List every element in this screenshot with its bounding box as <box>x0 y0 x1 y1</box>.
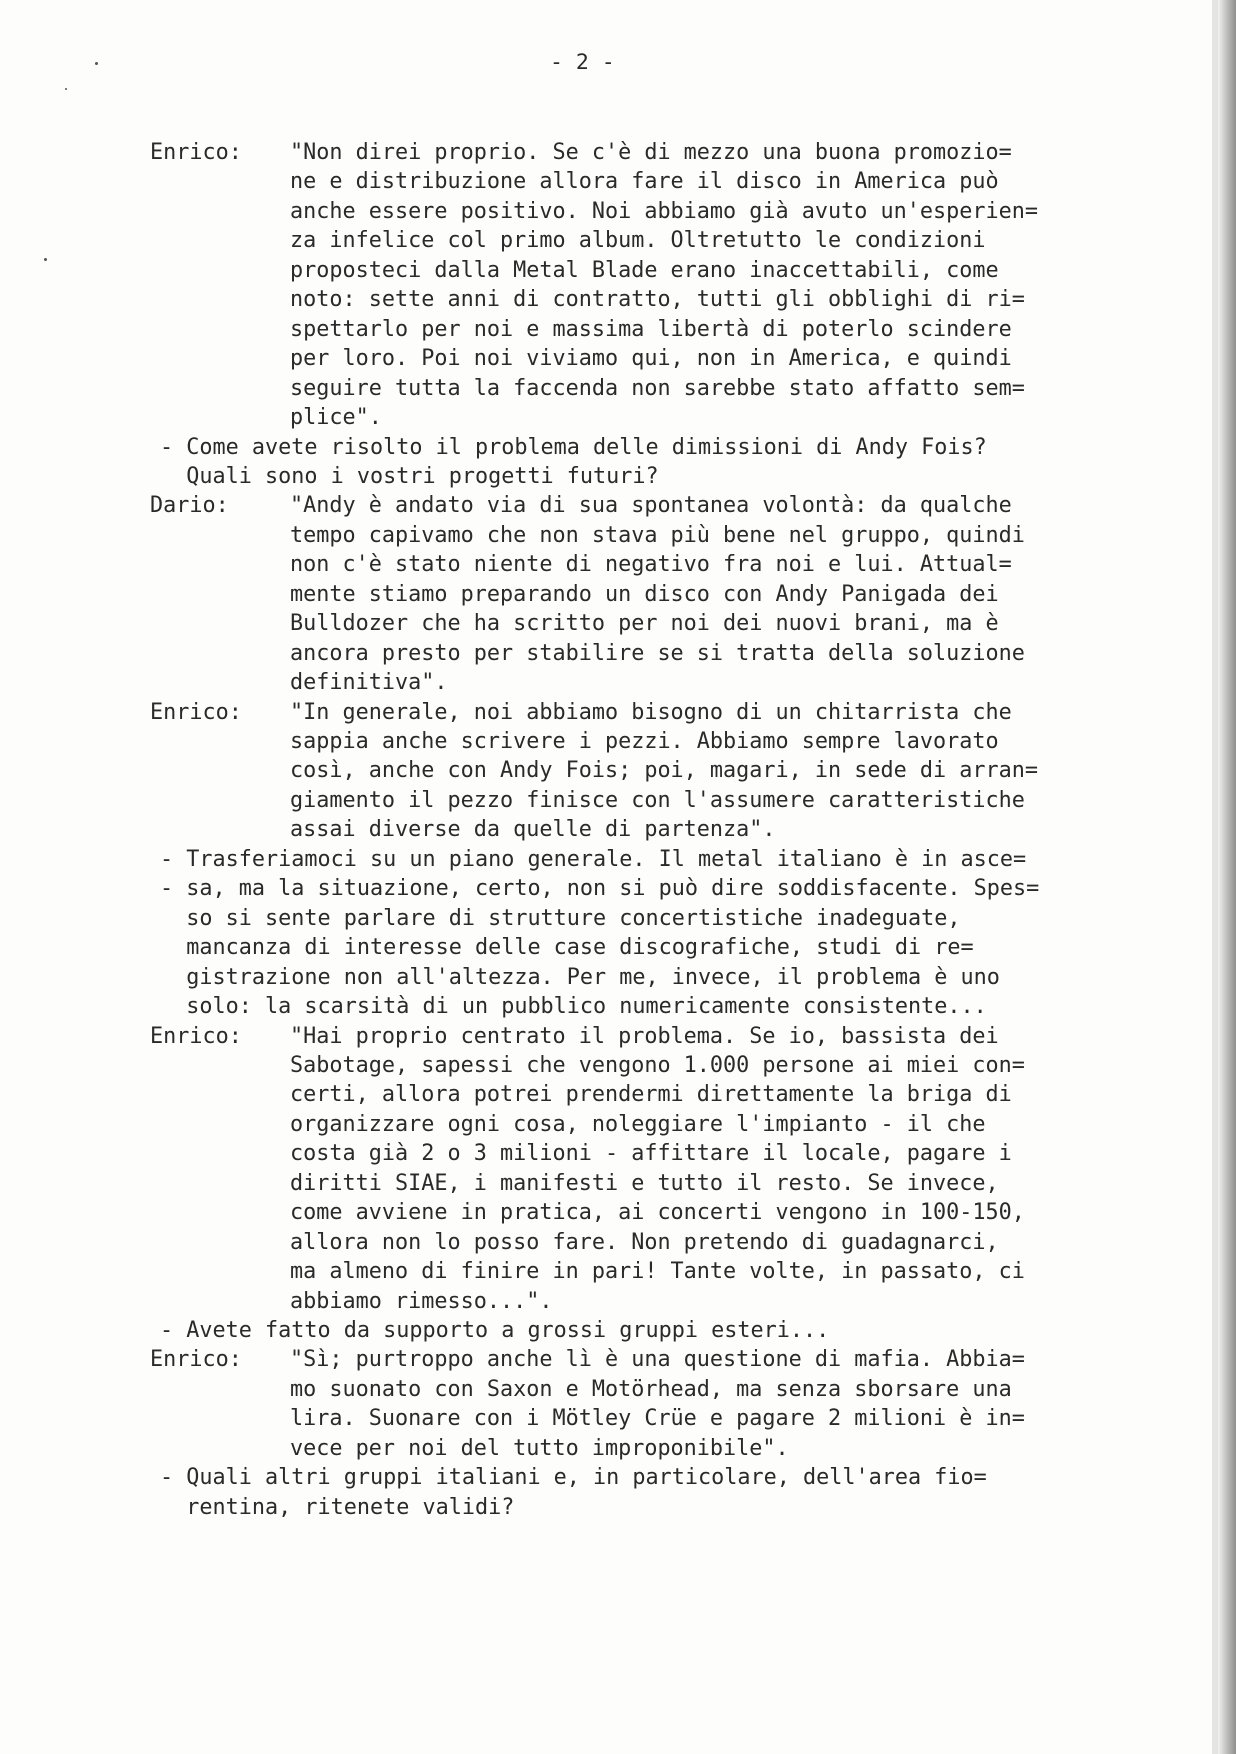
answer-line: mo suonato con Saxon e Motörhead, ma senza sborsare una <box>290 1376 1012 1402</box>
answer-line: spettarlo per noi e massima libertà di poterlo scindere <box>290 316 1012 342</box>
answer-line: "Sì; purtroppo anche lì è una questione di mafia. Abbia= <box>290 1347 1025 1373</box>
answer-line: costa già 2 o 3 milioni - affittare il locale, pagare i <box>290 1141 1012 1167</box>
answer-line: za infelice col primo album. Oltretutto le condizioni <box>290 228 986 254</box>
page-number: - 2 - <box>550 50 615 75</box>
speaker-label: Enrico: <box>150 140 242 165</box>
answer-line: definitiva". <box>290 670 448 696</box>
speaker-label: Enrico: <box>150 699 242 725</box>
question-line: Quali sono i vostri progetti futuri? <box>160 463 659 489</box>
answer-line: allora non lo posso fare. Non pretendo di guadagnarci, <box>290 1229 999 1255</box>
answer-line: organizzare ogni cosa, noleggiare l'impianto - il che <box>290 1111 986 1137</box>
answer-line: sappia anche scrivere i pezzi. Abbiamo sempre lavorato <box>290 729 999 754</box>
answer-line: "Andy è andato via di sua spontanea volontà: da qualche <box>290 493 1012 519</box>
speaker-label: Enrico: <box>150 1023 242 1049</box>
answer-line: seguire tutta la faccenda non sarebbe stato affatto sem= <box>290 375 1025 401</box>
question-line: so si sente parlare di strutture concertistiche inadeguate, <box>160 905 961 931</box>
answer-line: ma almeno di finire in pari! Tante volte, in passato, ci <box>290 1259 1025 1285</box>
question-line: gistrazione non all'altezza. Per me, invece, il problema è uno <box>160 964 1000 990</box>
speaker-label: Dario: <box>150 493 229 519</box>
answer-line: abbiamo rimesso...". <box>290 1288 553 1314</box>
speaker-label: Enrico: <box>150 1347 242 1373</box>
answer-line: diritti SIAE, i manifesti e tutto il resto. Se invece, <box>290 1170 999 1196</box>
answer-line: come avviene in pratica, ai concerti vengono in 100-150, <box>290 1200 1025 1226</box>
answer-line: giamento il pezzo finisce con l'assumere caratteristiche <box>290 787 1025 813</box>
answer-line: "Hai proprio centrato il problema. Se io, bassista dei <box>290 1023 999 1049</box>
question-line: - Trasferiamoci su un piano generale. Il metal italiano è in asce= <box>160 846 1027 872</box>
answer-line: "Non direi proprio. Se c'è di mezzo una buona promozio= <box>290 140 1012 165</box>
answer-line: vece per noi del tutto improponibile". <box>290 1435 789 1461</box>
answer-line: certi, allora potrei prendermi direttamente la briga di <box>290 1082 1012 1108</box>
answer-line: così, anche con Andy Fois; poi, magari, in sede di arran= <box>290 758 1039 784</box>
answer-line: lira. Suonare con i Mötley Crüe e pagare 2 milioni è in= <box>290 1406 1025 1432</box>
question-line: - sa, ma la situazione, certo, non si può dire soddisfacente. Spes= <box>160 876 1040 902</box>
question-line: mancanza di interesse delle case discografiche, studi di re= <box>160 935 974 961</box>
paper-edge <box>1218 0 1236 1754</box>
answer-line: ne e distribuzione allora fare il disco in America può <box>290 169 999 195</box>
question-line: - Quali altri gruppi italiani e, in particolare, dell'area fio= <box>160 1465 987 1491</box>
answer-line: ancora presto per stabilire se si tratta della soluzione <box>290 640 1025 666</box>
paper-speck <box>95 62 98 65</box>
answer-line: anche essere positivo. Noi abbiamo già avuto un'esperien= <box>290 198 1039 224</box>
answer-line: Bulldozer che ha scritto per noi dei nuovi brani, ma è <box>290 611 999 637</box>
question-line: rentina, ritenete validi? <box>160 1494 515 1520</box>
question-line: - Come avete risolto il problema delle dimissioni di Andy Fois? <box>160 434 987 460</box>
question-line: - Avete fatto da supporto a grossi gruppi esteri... <box>160 1318 830 1343</box>
answer-line: "In generale, noi abbiamo bisogno di un chitarrista che <box>290 699 1012 725</box>
answer-line: plice". <box>290 405 382 431</box>
answer-line: Sabotage, sapessi che vengono 1.000 persone ai miei con= <box>290 1052 1025 1078</box>
answer-line: non c'è stato niente di negativo fra noi e lui. Attual= <box>290 552 1012 578</box>
answer-line: per loro. Poi noi viviamo qui, non in America, e quindi <box>290 346 1012 372</box>
answer-line: proposteci dalla Metal Blade erano inaccettabili, come <box>290 257 999 283</box>
question-line: solo: la scarsità di un pubblico numericamente consistente... <box>160 994 987 1020</box>
answer-line: mente stiamo preparando un disco con Andy Panigada dei <box>290 581 999 607</box>
answer-line: assai diverse da quelle di partenza". <box>290 817 776 843</box>
paper-speck <box>65 88 67 90</box>
paper-speck <box>44 258 47 261</box>
answer-line: tempo capivamo che non stava più bene nel gruppo, quindi <box>290 522 1025 548</box>
answer-line: noto: sette anni di contratto, tutti gli obblighi di ri= <box>290 287 1025 313</box>
